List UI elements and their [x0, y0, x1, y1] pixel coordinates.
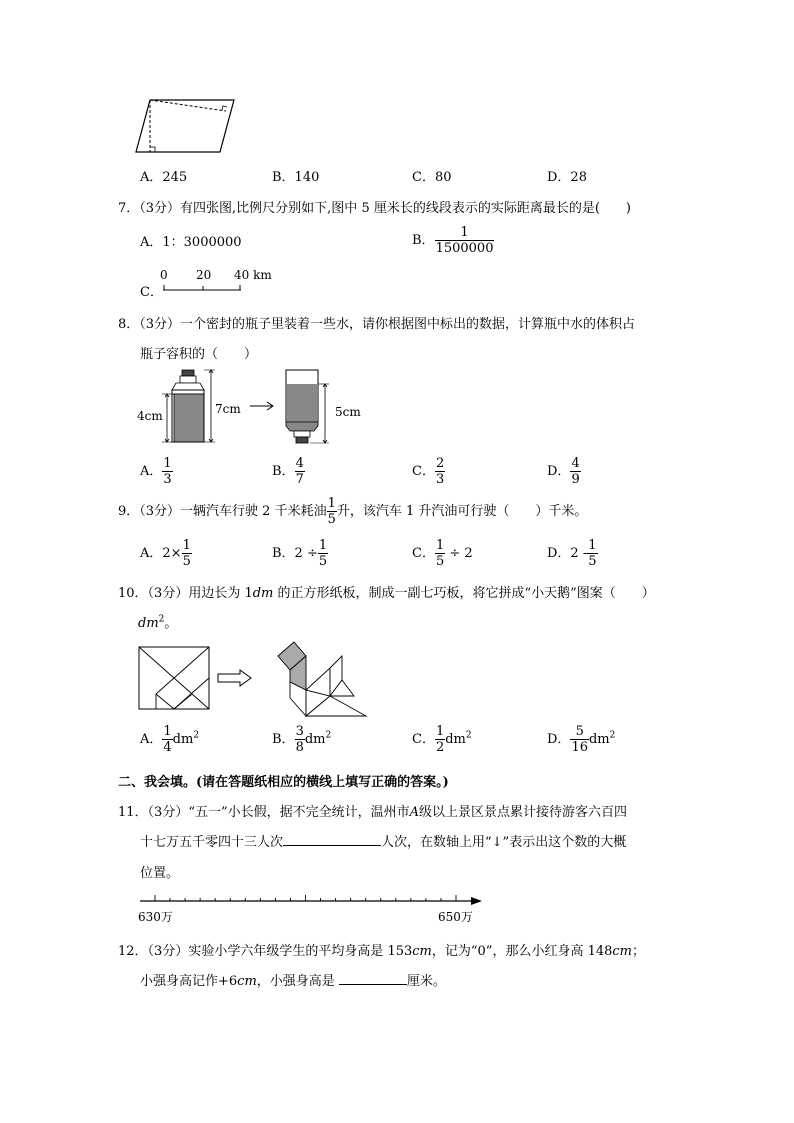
q8-option-b-numerator: 4 — [295, 456, 304, 471]
q6-option-c[interactable]: C．80 — [412, 170, 452, 185]
q9-option-c-numerator: 1 — [435, 538, 445, 553]
q8-option-b-denominator: 7 — [295, 472, 304, 487]
q10-option-d-fraction — [570, 724, 589, 755]
q12-line1-unit1: cm — [412, 944, 432, 959]
q10-option-c-fraction — [435, 724, 445, 755]
q8-option-d-fraction — [570, 456, 580, 487]
q8-option-d[interactable] — [547, 456, 581, 487]
q9-option-c[interactable] — [412, 538, 473, 569]
q9-option-c-prefix: C． — [412, 546, 435, 561]
q8-option-c[interactable] — [412, 456, 445, 487]
q10-option-d-denominator: 16 — [571, 740, 588, 755]
q10-option-d-numerator: 5 — [570, 724, 589, 740]
q9-option-a[interactable] — [140, 538, 192, 569]
q7-option-a[interactable]: A．1：3000000 — [140, 235, 242, 250]
q9-option-a-denominator: 5 — [182, 554, 191, 569]
q12-answer-blank[interactable] — [339, 972, 407, 985]
q8-option-a[interactable] — [140, 456, 173, 487]
q9-option-b-prefix: B．2 ÷ — [272, 546, 318, 561]
q11-line2-a: 十七万五千零四十三人次 — [140, 835, 284, 850]
q10-option-b-unit: dm — [304, 732, 326, 747]
q9-stem-a: 9．（3分）一辆汽车行驶 2 千米耗油 — [118, 504, 327, 519]
q9-stem-numerator: 1 — [327, 496, 336, 511]
q10-line2-tail: 。 — [164, 616, 178, 631]
q10-option-b-denominator: 8 — [295, 740, 304, 755]
q8-option-c-denominator: 3 — [435, 472, 445, 487]
q9-option-a-prefix: A．2× — [140, 546, 182, 561]
q10-option-d-prefix: D． — [547, 732, 571, 747]
q9-stem-fraction — [327, 496, 337, 527]
q10-option-a[interactable] — [140, 724, 199, 755]
q10-line2-sup: 2 — [158, 614, 165, 625]
q11-line1-b: 级以上景区景点累计接待游客六百四 — [419, 805, 628, 820]
q8-option-a-prefix: A． — [140, 464, 163, 479]
q10-stem-a: 10．（3分）用边长为 1 — [118, 586, 253, 601]
q7-option-b[interactable] — [412, 225, 494, 256]
q10-option-c-unit: dm — [445, 732, 466, 747]
q8-stem-line2: 瓶子容积的（ ） — [140, 347, 258, 362]
label-5cm: 5cm — [335, 405, 361, 419]
q12-line1 — [118, 940, 645, 959]
q8-option-b[interactable] — [272, 456, 305, 487]
q7-stem: 7．（3分）有四张图,比例尺分别如下,图中 5 厘米长的线段表示的实际距离最长的是( ) — [118, 201, 631, 216]
q8-option-d-numerator: 4 — [571, 456, 580, 471]
q8-option-a-denominator: 3 — [163, 472, 172, 487]
q9-option-b[interactable] — [272, 538, 328, 569]
q8-option-c-prefix: C． — [412, 464, 435, 479]
label-7cm: 7cm — [215, 402, 241, 416]
q11-answer-blank[interactable] — [283, 833, 381, 846]
q10-option-a-numerator: 1 — [163, 724, 172, 739]
scale-label-0: 0 — [160, 268, 168, 282]
q9-stem — [118, 496, 587, 527]
q10-option-b[interactable] — [272, 724, 331, 755]
q9-option-d-prefix: D．2 - — [547, 546, 588, 561]
q10-option-b-sup: 2 — [325, 730, 332, 741]
q8-option-a-fraction — [162, 456, 172, 487]
axis-label-630: 630万 — [138, 910, 173, 924]
q12-line2-a: 小强身高记作+6 — [140, 974, 238, 989]
q10-stem-b: 的正方形纸板，制成一副七巧板，将它拼成“小天鹅”图案（ ） — [273, 586, 655, 601]
q10-stem — [118, 582, 655, 601]
q10-stem-line2 — [138, 612, 177, 631]
bottle-inverted-figure — [284, 370, 334, 446]
q10-option-b-fraction — [295, 724, 305, 755]
q10-option-c-numerator: 1 — [435, 724, 445, 739]
q12-line1-b: ，记为“0”，那么小红身高 148 — [431, 944, 613, 959]
tangram-square-figure — [138, 646, 210, 710]
q9-option-d-numerator: 1 — [588, 538, 597, 553]
q10-option-c-sup: 2 — [465, 730, 472, 741]
q11-line1-a: 11．（3分）“五一”小长假，据不完全统计，温州市 — [118, 805, 410, 820]
q8-stem-line1: 8．（3分）一个密封的瓶子里装着一些水，请你根据图中标出的数据，计算瓶中水的体积占 — [118, 317, 636, 332]
scale-bar — [163, 284, 243, 292]
q6-option-b[interactable]: B．140 — [272, 170, 320, 185]
q12-line2 — [140, 970, 446, 989]
q8-option-b-fraction — [295, 456, 305, 487]
q10-option-a-denominator: 4 — [163, 740, 172, 755]
q7-option-b-fraction — [435, 225, 495, 256]
q11-line2 — [140, 831, 626, 850]
q10-stem-unit: dm — [252, 586, 274, 601]
q10-option-b-numerator: 3 — [295, 724, 304, 739]
q8-option-d-denominator: 9 — [571, 472, 580, 487]
q10-line2-unit: dm — [138, 616, 159, 631]
q11-line3: 位置。 — [140, 866, 180, 881]
q6-option-a[interactable]: A．245 — [140, 170, 188, 185]
q11-line2-b: 人次，在数轴上用“↓”表示出这个数的大概 — [381, 835, 627, 850]
q10-option-a-sup: 2 — [193, 730, 200, 741]
q10-option-c-prefix: C． — [412, 732, 435, 747]
q10-option-a-prefix: A． — [140, 732, 163, 747]
scale-label-40km: 40 km — [234, 268, 272, 282]
q9-option-c-fraction — [435, 538, 445, 569]
q10-option-c[interactable] — [412, 724, 472, 755]
q9-option-c-denominator: 5 — [435, 554, 445, 569]
q9-option-b-denominator: 5 — [318, 554, 328, 569]
q9-option-c-suffix: ÷ 2 — [449, 546, 473, 561]
q10-option-a-fraction — [162, 724, 172, 755]
q11-line1 — [118, 801, 627, 820]
q10-option-d-sup: 2 — [609, 730, 616, 741]
q7-option-b-prefix: B． — [412, 233, 435, 248]
q8-option-d-prefix: D． — [547, 464, 571, 479]
q6-option-d[interactable]: D．28 — [547, 170, 587, 185]
q7-option-b-denominator: 1500000 — [435, 241, 494, 256]
section-heading: 二、我会填。(请在答题纸相应的横线上填写正确的答案。) — [118, 775, 449, 790]
q12-line2-c: 厘米。 — [406, 974, 446, 989]
label-4cm: 4cm — [137, 409, 163, 423]
q10-option-a-unit: dm — [172, 732, 194, 747]
q12-line2-b: ，小强身高是 — [256, 974, 339, 989]
q12-line1-c: ； — [632, 944, 646, 959]
q8-option-a-numerator: 1 — [163, 456, 172, 471]
q10-option-c-denominator: 2 — [435, 740, 445, 755]
q8-option-c-fraction — [435, 456, 445, 487]
q8-option-b-prefix: B． — [272, 464, 295, 479]
q9-option-d-denominator: 5 — [588, 554, 597, 569]
q10-option-d[interactable] — [547, 724, 615, 755]
scale-label-20: 20 — [196, 268, 212, 282]
q7-option-b-numerator: 1 — [435, 225, 495, 241]
axis-label-650: 650万 — [438, 910, 473, 924]
q11-line1-letter: A — [409, 805, 419, 820]
q9-option-b-numerator: 1 — [318, 538, 328, 553]
q12-line1-a: 12．（3分）实验小学六年级学生的平均身高是 153 — [118, 944, 413, 959]
q10-option-b-prefix: B． — [272, 732, 295, 747]
arrow-right-icon — [250, 401, 276, 411]
q12-line1-unit2: cm — [612, 944, 632, 959]
q8-option-c-numerator: 2 — [435, 456, 445, 471]
parallelogram-figure — [136, 98, 236, 154]
q9-option-d-fraction — [587, 538, 597, 569]
q9-stem-denominator: 5 — [327, 512, 336, 527]
q9-option-a-fraction — [182, 538, 192, 569]
q9-option-b-fraction — [318, 538, 328, 569]
q9-option-a-numerator: 1 — [182, 538, 191, 553]
q10-option-d-unit: dm — [588, 732, 610, 747]
arrow-right-outline-icon — [218, 670, 252, 686]
q9-option-d[interactable] — [547, 538, 598, 569]
swan-figure — [272, 636, 368, 718]
q9-stem-b: 升，该汽车 1 升汽油可行驶（ ）千米。 — [336, 504, 588, 519]
q12-line2-unit: cm — [237, 974, 257, 989]
number-line[interactable] — [140, 892, 485, 906]
q7-option-c[interactable]: C． — [140, 285, 163, 300]
